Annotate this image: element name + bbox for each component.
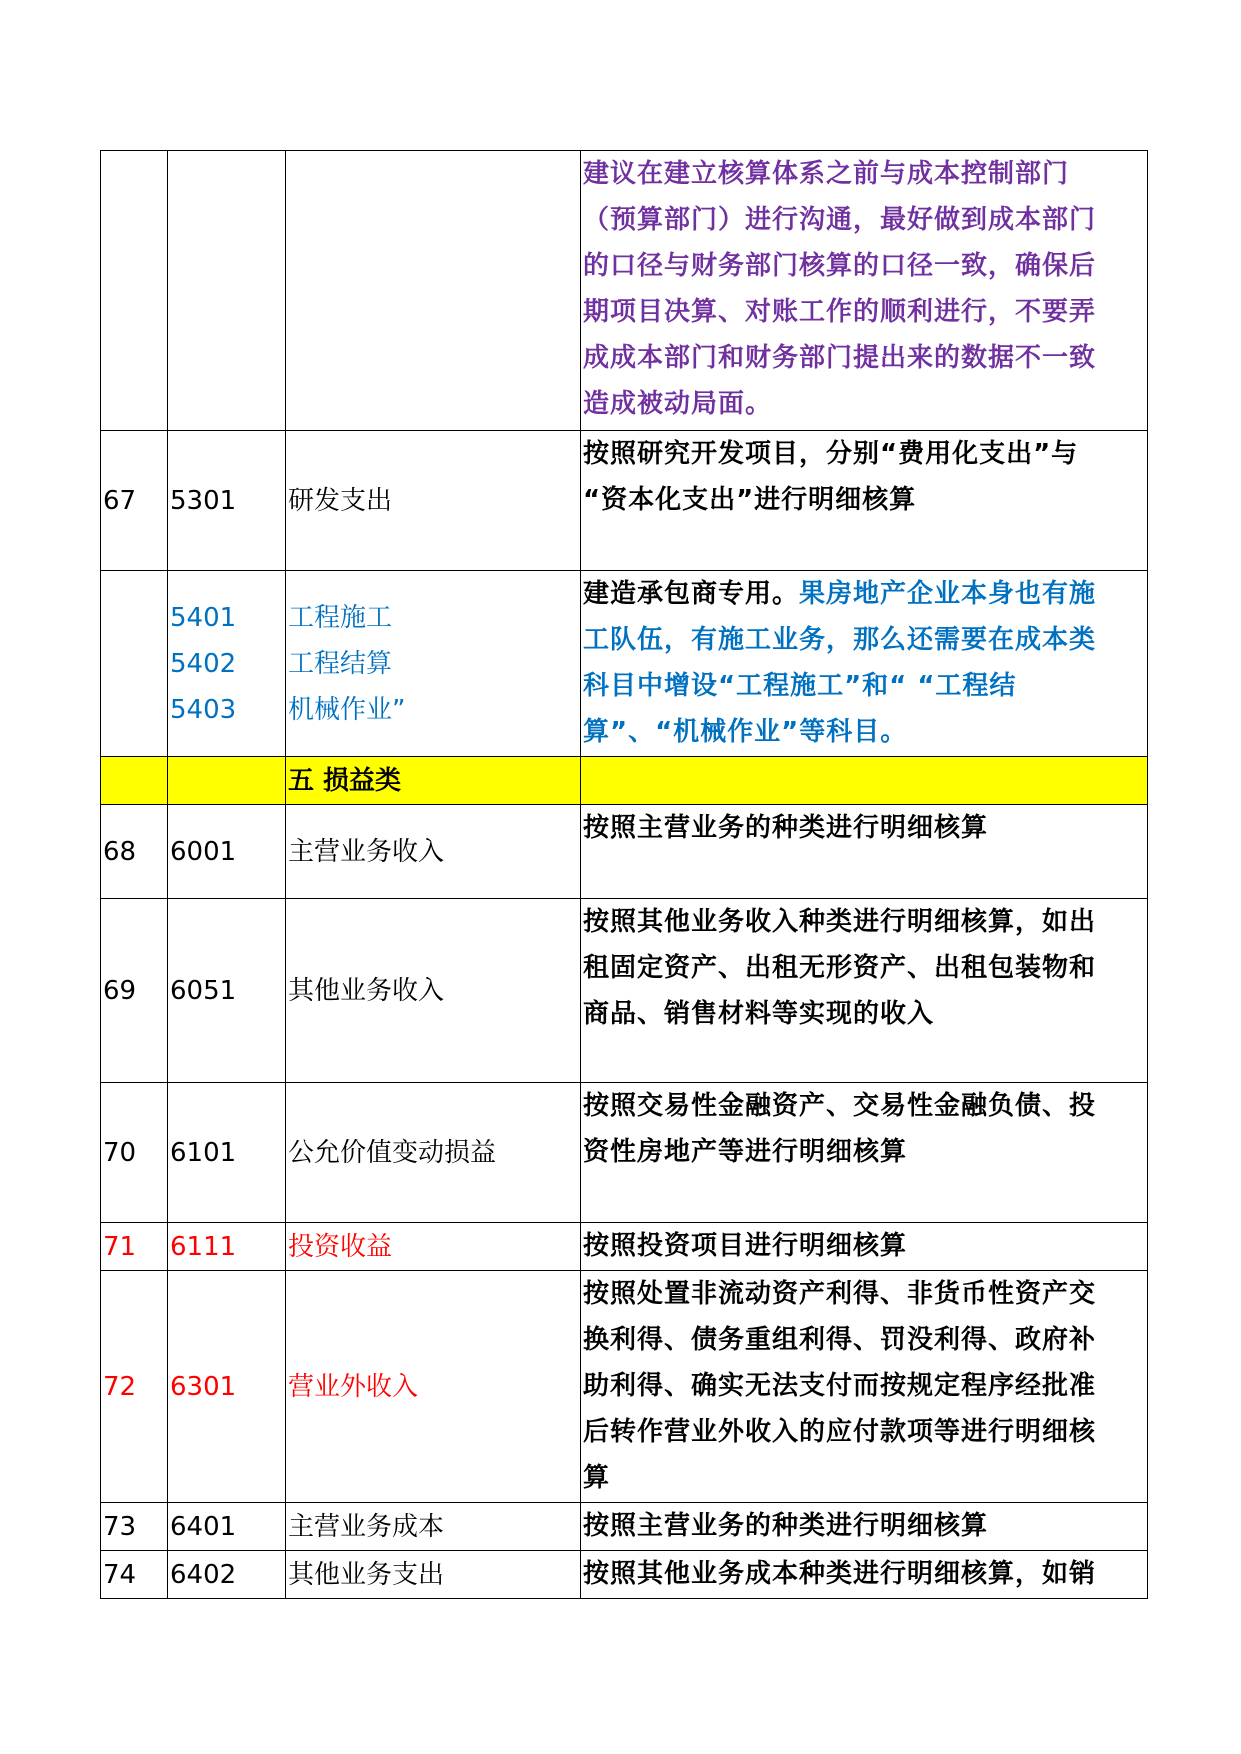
account-code: 5401 [170,602,237,633]
row-number-cell: 71 [101,1223,168,1271]
note-line: “资本化支出”进行明细核算 [583,485,917,515]
account-code-cell: 6101 [168,1083,286,1223]
table-row [101,1503,1148,1551]
account-name-cell: 主营业务成本 [286,1503,581,1551]
account-code-cell: 5301 [168,431,286,571]
note-line: 成成本部门和财务部门提出来的数据不一致 [583,343,1097,373]
note-cell [581,899,1148,1083]
note-line: 的口径与财务部门核算的口径一致，确保后 [583,251,1097,281]
note-line: 按照交易性金融资产、交易性金融负债、投 [583,1091,1097,1121]
note-cell [581,151,1148,431]
row-number-cell: 70 [101,1083,168,1223]
note-text: 果房地产企业本身也有施 [799,579,1097,609]
note-cell [581,1271,1148,1503]
note-line: 按照其他业务成本种类进行明细核算，如销 [583,1559,1097,1589]
note-line [583,571,1145,617]
account-code-cell: 6051 [168,899,286,1083]
note-line: 造成被动局面。 [583,389,773,419]
row-number-cell: 72 [101,1271,168,1503]
section-title: 五 损益类 [286,757,581,805]
row-number-cell: 67 [101,431,168,571]
note-line: 建议在建立核算体系之前与成本控制部门 [583,159,1070,189]
row-number-cell: 73 [101,1503,168,1551]
note-cell [581,757,1148,805]
account-code-cell: 6301 [168,1271,286,1503]
note-line: （预算部门）进行沟通，最好做到成本部门 [583,205,1097,235]
account-code-cell: 6401 [168,1503,286,1551]
row-number-cell [101,757,168,805]
note-line: 后转作营业外收入的应付款项等进行明细核 [583,1417,1097,1447]
table-row [101,805,1148,899]
table-row [101,1083,1148,1223]
note-line: 按照投资项目进行明细核算 [583,1231,908,1261]
note-line: 算”、“机械作业”等科目。 [583,717,908,747]
table-row [101,1223,1148,1271]
account-code-cell: 6001 [168,805,286,899]
table-row [101,151,1148,431]
table-row [101,431,1148,571]
table-row [101,571,1148,757]
account-name-cell: 研发支出 [286,431,581,571]
note-line: 按照主营业务的种类进行明细核算 [583,813,989,843]
note-lead: 建造承包商专用。 [583,579,800,609]
account-name-cell: 主营业务收入 [286,805,581,899]
note-cell [581,1551,1148,1599]
note-cell [581,571,1148,757]
account-name-cell: 营业外收入 [286,1271,581,1503]
table-row [101,1271,1148,1503]
note-line: 工队伍，有施工业务，那么还需要在成本类 [583,625,1097,655]
note-line: 商品、销售材料等实现的收入 [583,999,935,1029]
row-number-cell: 69 [101,899,168,1083]
note-line: 期项目决算、对账工作的顺利进行，不要弄 [583,297,1097,327]
note-line: 资性房地产等进行明细核算 [583,1137,908,1167]
note-cell [581,1223,1148,1271]
note-line: 算 [583,1463,611,1493]
account-name-cell: 公允价值变动损益 [286,1083,581,1223]
account-table [100,150,1148,1599]
account-code: 5403 [170,694,237,725]
note-line: 按照主营业务的种类进行明细核算 [583,1511,989,1541]
account-code-cell [168,571,286,757]
note-cell [581,1503,1148,1551]
note-line: 按照处置非流动资产利得、非货币性资产交 [583,1279,1097,1309]
note-line: 助利得、确实无法支付而按规定程序经批准 [583,1371,1097,1401]
row-number-cell: 68 [101,805,168,899]
account-name-cell [286,571,581,757]
account-code-cell: 6111 [168,1223,286,1271]
note-cell [581,1083,1148,1223]
account-name-cell [286,151,581,431]
row-number-cell: 74 [101,1551,168,1599]
note-line: 按照研究开发项目，分别“费用化支出”与 [583,439,1079,469]
account-name-cell: 其他业务收入 [286,899,581,1083]
account-code: 5402 [170,648,237,679]
account-name: 工程结算 [288,648,393,679]
account-name: 机械作业” [288,694,406,725]
note-line: 换利得、债务重组利得、罚没利得、政府补 [583,1325,1097,1355]
table-row [101,899,1148,1083]
account-name-cell: 其他业务支出 [286,1551,581,1599]
note-cell [581,431,1148,571]
row-number-cell [101,571,168,757]
note-line: 科目中增设“工程施工”和“ “工程结 [583,671,1017,701]
account-code-cell: 6402 [168,1551,286,1599]
account-name: 工程施工 [288,602,393,633]
account-name-cell: 投资收益 [286,1223,581,1271]
row-number-cell [101,151,168,431]
section-header-row [101,757,1148,805]
table-row [101,1551,1148,1599]
note-line: 按照其他业务收入种类进行明细核算，如出 [583,907,1097,937]
account-code-cell [168,757,286,805]
note-line: 租固定资产、出租无形资产、出租包装物和 [583,953,1097,983]
note-cell [581,805,1148,899]
account-code-cell [168,151,286,431]
